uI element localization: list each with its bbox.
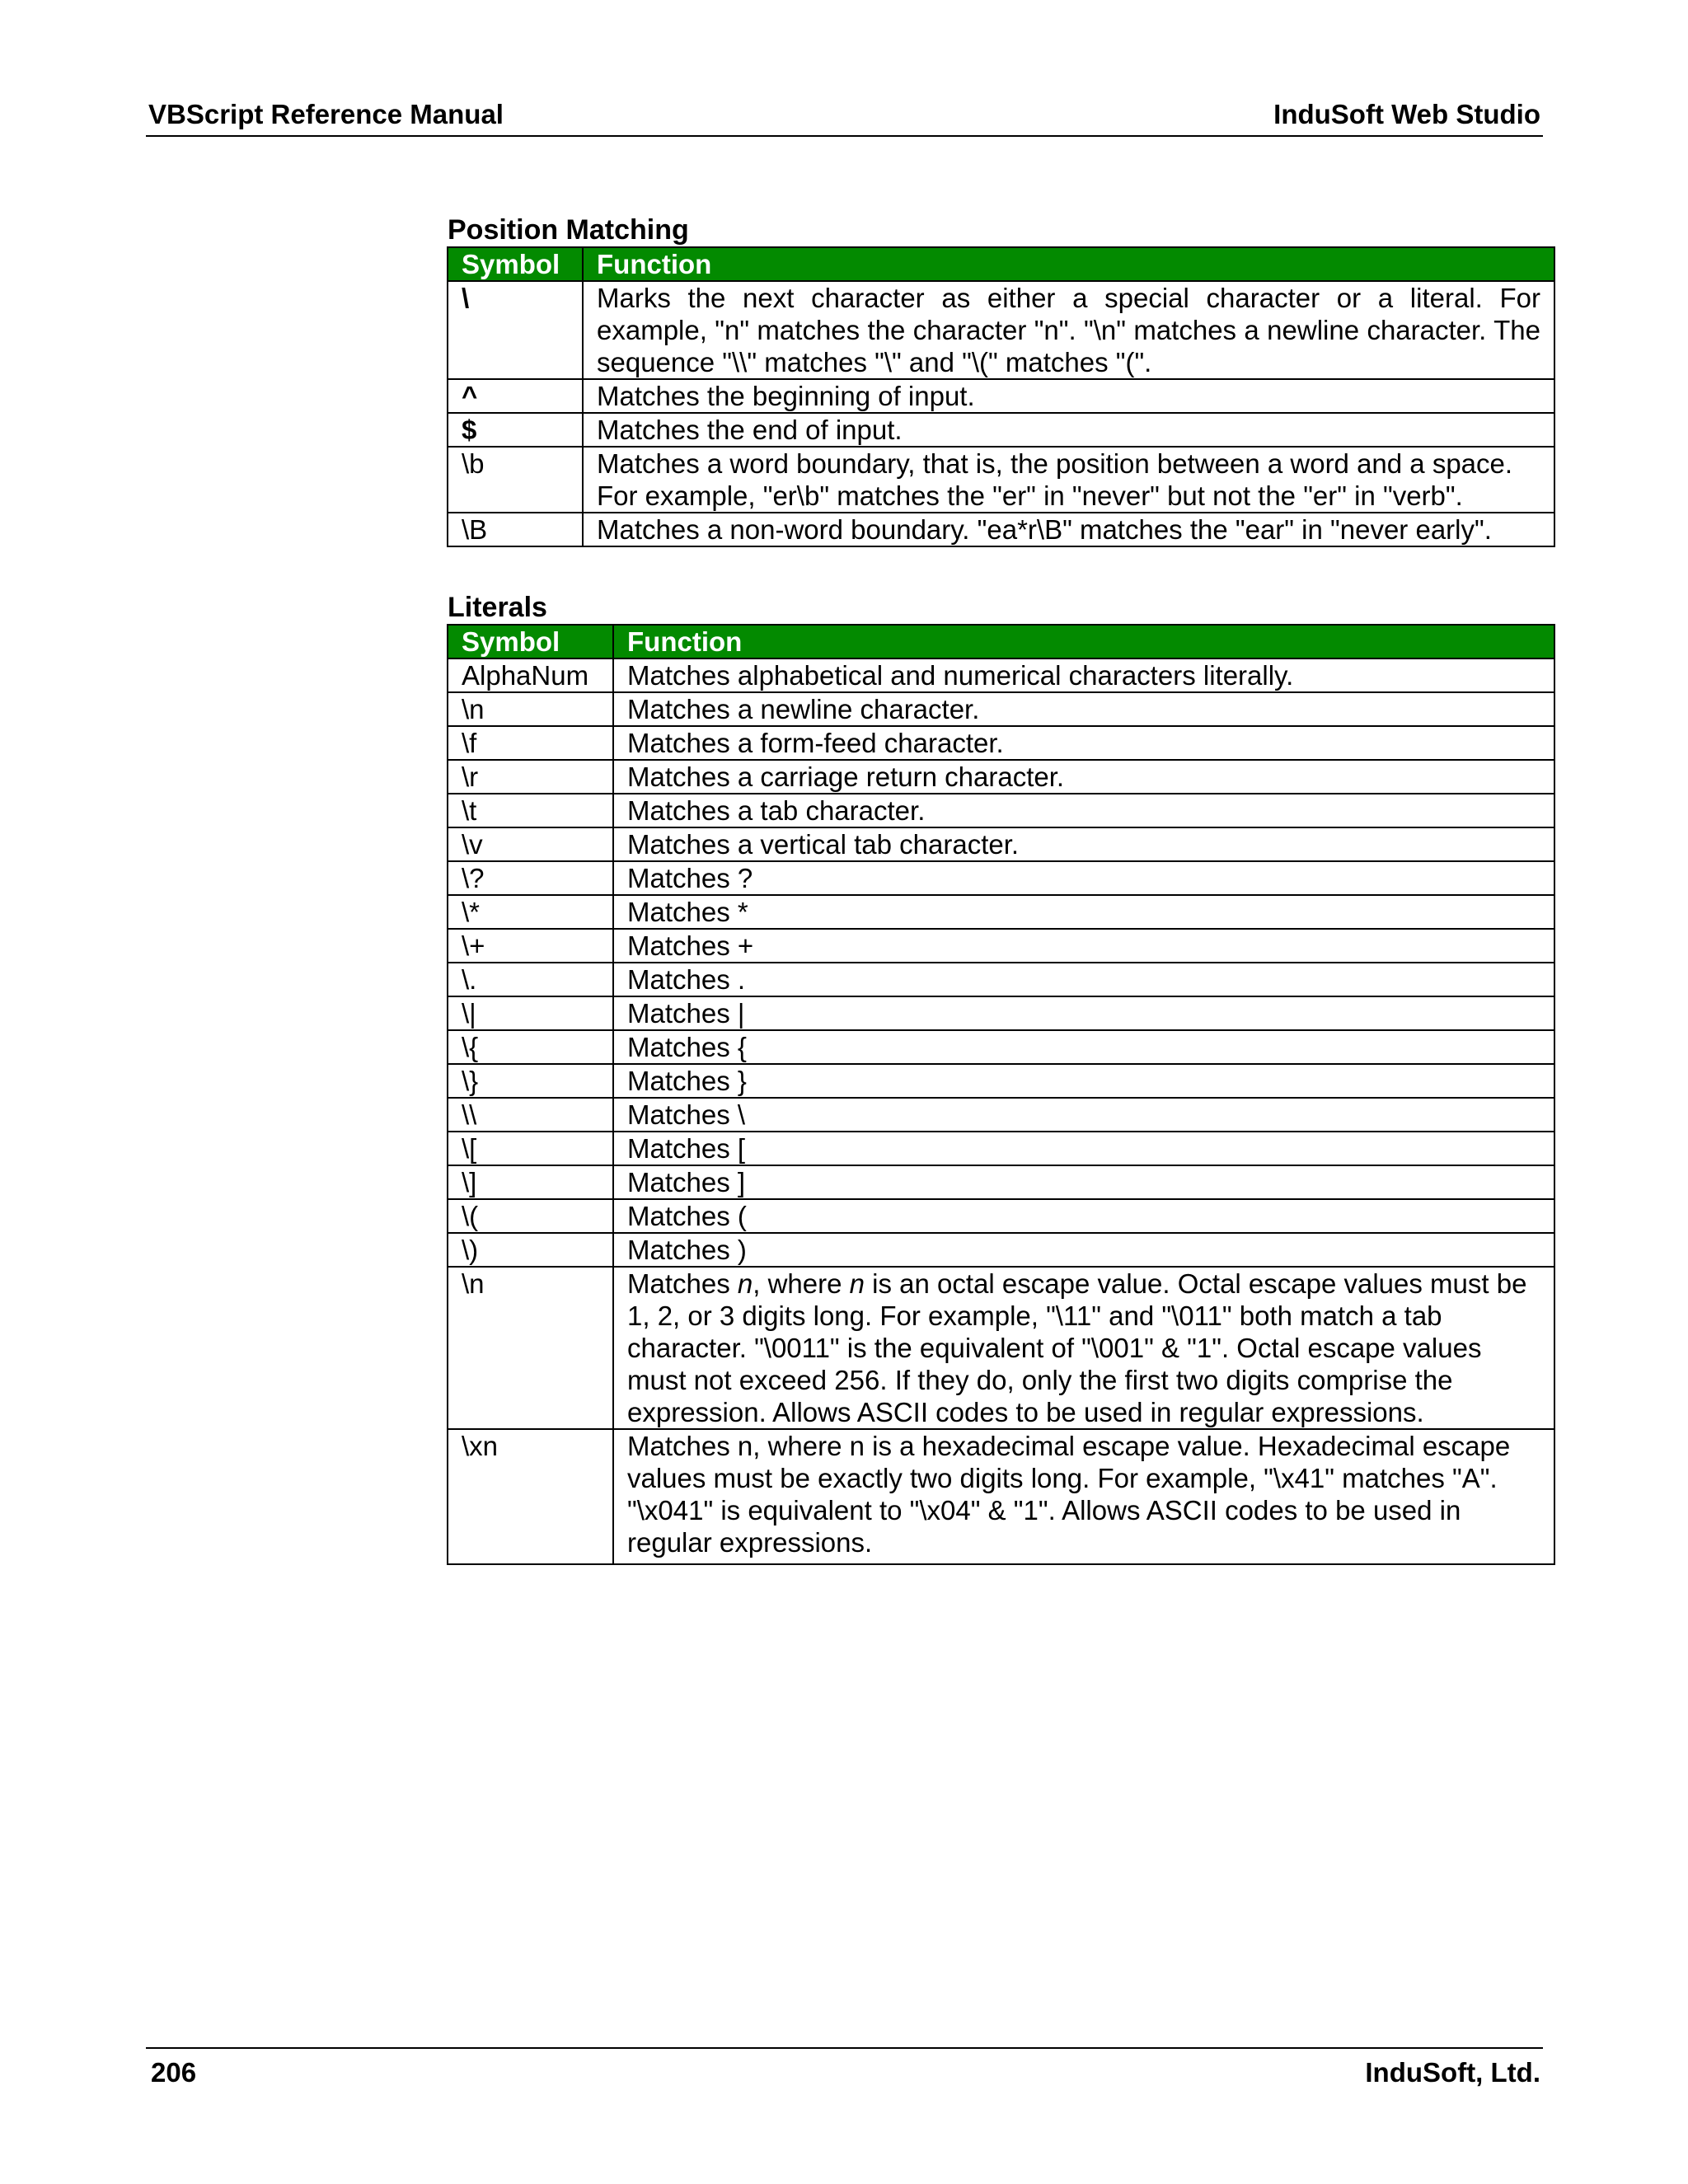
symbol-cell: ^ (448, 379, 583, 413)
italic-variable: n (849, 1268, 865, 1299)
function-cell: Matches n, where n is a hexadecimal escape value. Hexadecimal escape values must be exactly two digits long. For example, "\x41" matches "A". "\x041" is equivalent to "\x04" & "1". Allows ASCII codes to be used in regular expressions. (613, 1429, 1554, 1564)
table-header-row (448, 625, 1554, 658)
table-row (448, 658, 1554, 692)
symbol-cell: \ (448, 281, 583, 379)
table-row (448, 413, 1554, 447)
position-matching-table (447, 246, 1555, 547)
symbol-cell: \{ (448, 1030, 613, 1064)
function-cell: Matches ( (613, 1199, 1554, 1233)
column-header-function: Function (583, 247, 1554, 281)
function-cell: Matches a word boundary, that is, the position between a word and a space. For example, "er\b" matches the "er" in "never" but not the "er" in "verb". (583, 447, 1554, 513)
text-run: Matches (627, 1268, 738, 1299)
symbol-cell: AlphaNum (448, 658, 613, 692)
table-row (448, 379, 1554, 413)
column-header-symbol: Symbol (448, 247, 583, 281)
symbol-cell: \v (448, 827, 613, 861)
table-row (448, 1098, 1554, 1132)
function-cell: Matches { (613, 1030, 1554, 1064)
function-cell: Matches alphabetical and numerical characters literally. (613, 658, 1554, 692)
table-row (448, 895, 1554, 929)
table-row (448, 726, 1554, 760)
function-cell: Matches a non-word boundary. "ea*r\B" matches the "ear" in "never early". (583, 513, 1554, 546)
function-cell: Marks the next character as either a special character or a literal. For example, "n" matches the character "n". "\n" matches a newline character. The sequence "\\" matches "\" and "\(" matches "(". (583, 281, 1554, 379)
page-header (146, 97, 1543, 137)
symbol-cell: \n (448, 692, 613, 726)
symbol-cell: \b (448, 447, 583, 513)
symbol-cell: \xn (448, 1429, 613, 1564)
table-row (448, 1429, 1554, 1564)
table-row (448, 827, 1554, 861)
function-cell: Matches a vertical tab character. (613, 827, 1554, 861)
column-header-symbol: Symbol (448, 625, 613, 658)
text-run: is an octal escape value. Octal escape values must be 1, 2, or 3 digits long. For example, "\11" and "\011" both match a tab character. "\0011" is the equivalent of "\001" & "1". Octal escape values must not exceed 256. If they do, only the first two digits comprise the expression. Allows ASCII codes to be used in regular expressions. (627, 1268, 1527, 1427)
table-row (448, 963, 1554, 996)
table-row (448, 929, 1554, 963)
function-cell: Matches a form-feed character. (613, 726, 1554, 760)
position-matching-title: Position Matching (448, 214, 689, 246)
company-name: InduSoft, Ltd. (1365, 2057, 1540, 2088)
symbol-cell: \} (448, 1064, 613, 1098)
symbol-cell: \t (448, 794, 613, 827)
symbol-cell: \B (448, 513, 583, 546)
function-cell: Matches + (613, 929, 1554, 963)
function-cell: Matches ) (613, 1233, 1554, 1267)
function-cell: Matches the beginning of input. (583, 379, 1554, 413)
symbol-cell: $ (448, 413, 583, 447)
symbol-cell: \* (448, 895, 613, 929)
function-cell: Matches | (613, 996, 1554, 1030)
page-footer (146, 2047, 1543, 2098)
table-row (448, 1267, 1554, 1429)
table-row (448, 692, 1554, 726)
function-cell: Matches } (613, 1064, 1554, 1098)
symbol-cell: \) (448, 1233, 613, 1267)
table-row (448, 794, 1554, 827)
table-row (448, 447, 1554, 513)
symbol-cell: \[ (448, 1132, 613, 1165)
table-row (448, 1199, 1554, 1233)
product-name: InduSoft Web Studio (1273, 99, 1540, 129)
function-cell: Matches a carriage return character. (613, 760, 1554, 794)
function-cell: Matches a newline character. (613, 692, 1554, 726)
text-run: , where (753, 1268, 850, 1299)
table-row (448, 1064, 1554, 1098)
symbol-cell: \\ (448, 1098, 613, 1132)
table-row (448, 1132, 1554, 1165)
italic-variable: n (737, 1268, 753, 1299)
table-row (448, 1165, 1554, 1199)
symbol-cell: \( (448, 1199, 613, 1233)
literals-table (447, 624, 1555, 1565)
symbol-cell: \f (448, 726, 613, 760)
table-row (448, 760, 1554, 794)
function-cell: Matches the end of input. (583, 413, 1554, 447)
symbol-cell: \n (448, 1267, 613, 1429)
symbol-cell: \] (448, 1165, 613, 1199)
function-cell: Matches ? (613, 861, 1554, 895)
function-cell: Matches [ (613, 1132, 1554, 1165)
symbol-cell: \. (448, 963, 613, 996)
table-row (448, 1030, 1554, 1064)
symbol-cell: \? (448, 861, 613, 895)
page-number: 206 (151, 2057, 197, 2088)
column-header-function: Function (613, 625, 1554, 658)
function-cell: Matches \ (613, 1098, 1554, 1132)
table-row (448, 996, 1554, 1030)
table-row (448, 861, 1554, 895)
function-cell: Matches a tab character. (613, 794, 1554, 827)
table-header-row (448, 247, 1554, 281)
table-row (448, 513, 1554, 546)
table-row (448, 281, 1554, 379)
function-cell (613, 1267, 1554, 1429)
function-cell: Matches * (613, 895, 1554, 929)
manual-title: VBScript Reference Manual (148, 99, 504, 129)
symbol-cell: \+ (448, 929, 613, 963)
symbol-cell: \r (448, 760, 613, 794)
literals-title: Literals (448, 592, 547, 623)
table-row (448, 1233, 1554, 1267)
function-cell: Matches . (613, 963, 1554, 996)
symbol-cell: \| (448, 996, 613, 1030)
function-cell: Matches ] (613, 1165, 1554, 1199)
